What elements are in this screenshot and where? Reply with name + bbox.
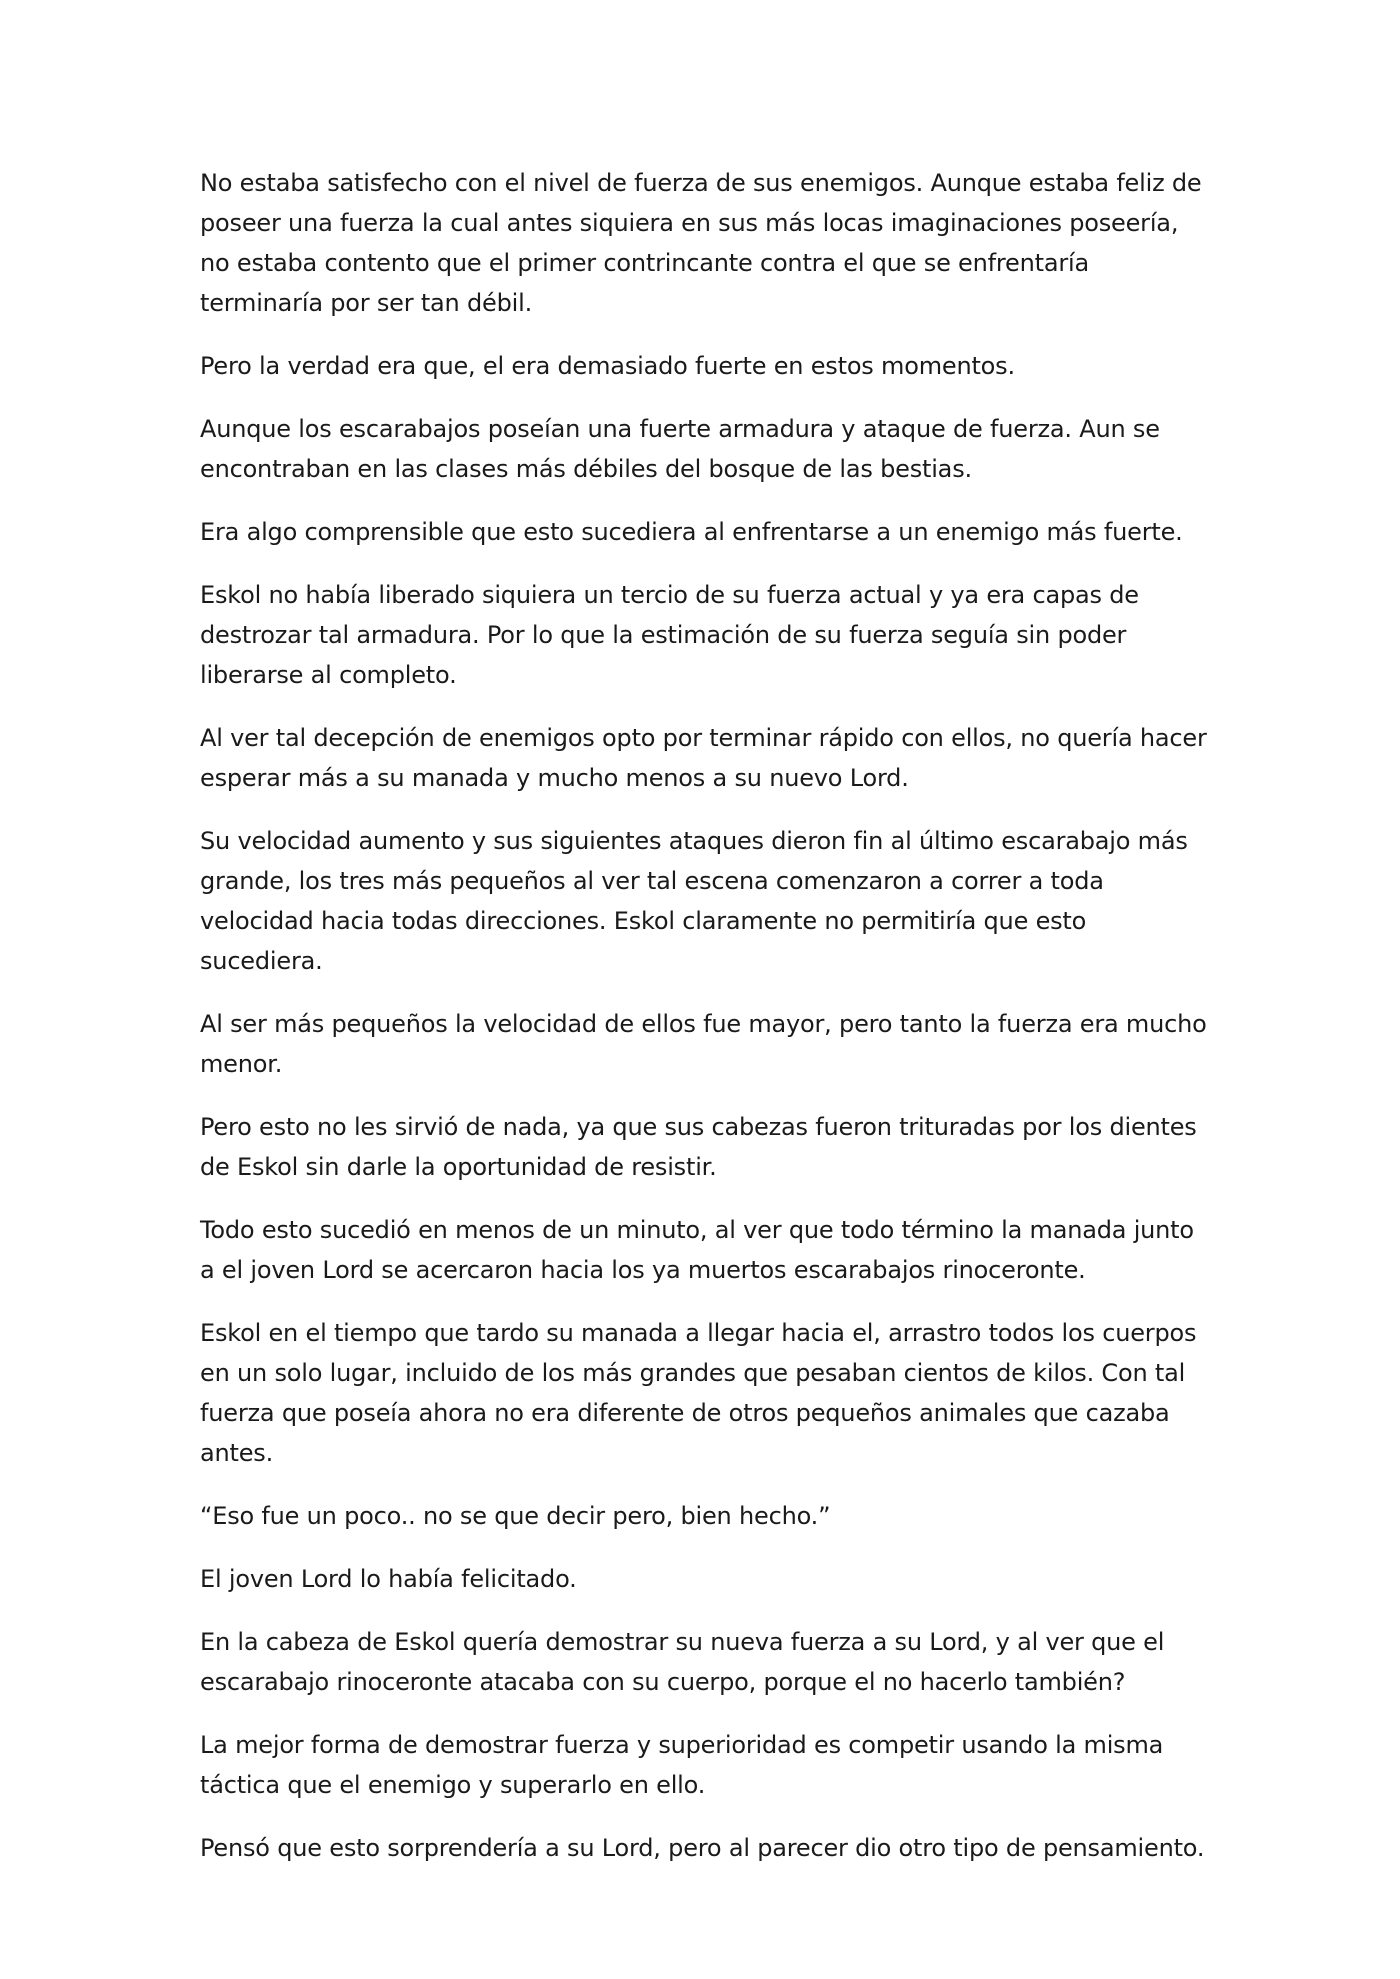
paragraph: El joven Lord lo había felicitado. [200,1565,577,1593]
paragraph: La mejor forma de demostrar fuerza y superioridad es competir usando la misma táctica que el enemigo y superarlo en ello. [200,1731,1164,1799]
paragraph: Todo esto sucedió en menos de un minuto, al ver que todo término la manada junto a el joven Lord se acercaron hacia los ya muertos escarabajos rinoceronte. [200,1216,1194,1284]
paragraph: Pero la verdad era que, el era demasiado fuerte en estos momentos. [200,352,1015,380]
paragraph: Aunque los escarabajos poseían una fuerte armadura y ataque de fuerza. Aun se encontraban en las clases más débiles del bosque de las bestias. [200,415,1160,483]
paragraph: Al ser más pequeños la velocidad de ellos fue mayor, pero tanto la fuerza era mucho menor. [200,1010,1207,1078]
document-body [200,163,1210,1891]
paragraph: Al ver tal decepción de enemigos opto por terminar rápido con ellos, no quería hacer esperar más a su manada y mucho menos a su nuevo Lord. [200,724,1207,792]
paragraph: Era algo comprensible que esto sucediera al enfrentarse a un enemigo más fuerte. [200,518,1183,546]
paragraph: “Eso fue un poco.. no se que decir pero, bien hecho.” [200,1502,831,1530]
paragraph: Pensó que esto sorprendería a su Lord, pero al parecer dio otro tipo de pensamiento. [200,1834,1205,1862]
paragraph: Eskol en el tiempo que tardo su manada a llegar hacia el, arrastro todos los cuerpos en un solo lugar, incluido de los más grandes que pesaban cientos de kilos. Con tal fuerza que poseía ahora no era diferente de otros pequeños animales que cazaba antes. [200,1319,1197,1467]
paragraph: Su velocidad aumento y sus siguientes ataques dieron fin al último escarabajo más grande, los tres más pequeños al ver tal escena comenzaron a correr a toda velocidad hacia todas direcciones. Eskol claramente no permitiría que esto sucediera. [200,827,1188,975]
paragraph: Eskol no había liberado siquiera un tercio de su fuerza actual y ya era capas de destrozar tal armadura. Por lo que la estimación de su fuerza seguía sin poder liberarse al completo. [200,581,1139,689]
paragraph: En la cabeza de Eskol quería demostrar su nueva fuerza a su Lord, y al ver que el escarabajo rinoceronte atacaba con su cuerpo, porque el no hacerlo también? [200,1628,1165,1696]
paragraph: No estaba satisfecho con el nivel de fuerza de sus enemigos. Aunque estaba feliz de poseer una fuerza la cual antes siquiera en sus más locas imaginaciones poseería, no estaba contento que el primer contrincante contra el que se enfrentaría terminaría por ser tan débil. [200,169,1202,317]
paragraph: Pero esto no les sirvió de nada, ya que sus cabezas fueron trituradas por los dientes de Eskol sin darle la oportunidad de resistir. [200,1113,1197,1181]
